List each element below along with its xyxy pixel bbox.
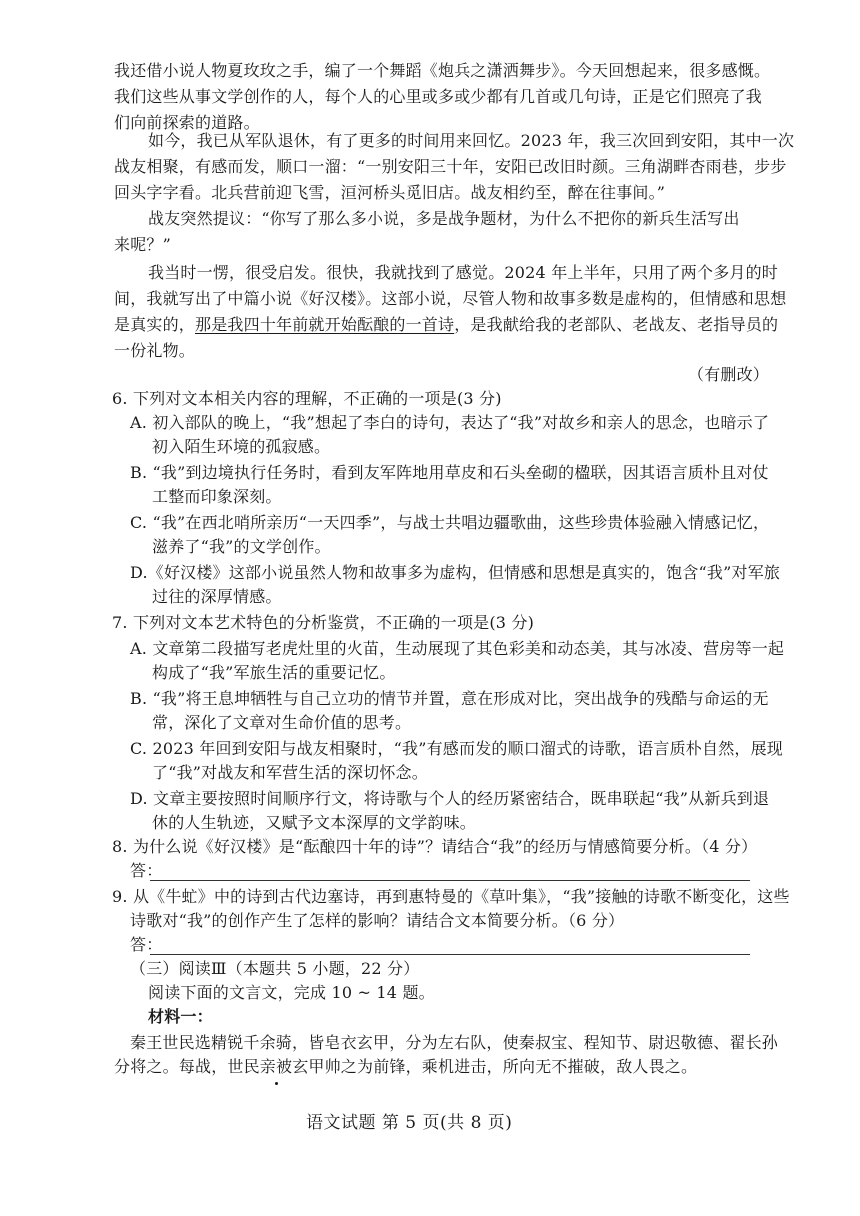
q6-option-c: C. “我”在西北哨所亲历“一天四季”，与战士共唱边疆歌曲，这些珍贵体验融入情感记忆， <box>130 513 770 532</box>
q7-option-d: D. 文章主要按照时间顺序行文，将诗歌与个人的经历紧密结合，既串联起“我”从新兵到退 <box>130 789 770 808</box>
passage-line: 我还借小说人物夏玫玫之手，编了一个舞蹈《炮兵之潇洒舞步》。今天回想起来，很多感慨。 <box>114 61 771 80</box>
passage-line: 如今，我已从军队退休，有了更多的时间用来回忆。2023 年，我三次回到安阳，其中一次 <box>148 131 795 150</box>
passage-line: 战友相聚，有感而发，顺口一溜：“一别安阳三十年，安阳已改旧时颜。三角湖畔杏雨巷，步步 <box>114 157 787 176</box>
section-3-heading: （三）阅读Ⅲ（本题共 5 小题，22 分） <box>130 959 420 978</box>
page-footer: 语文试题 第 5 页(共 8 页) <box>306 1113 513 1133</box>
q8-answer-label: 答： <box>130 861 163 880</box>
passage-line: 我们这些从事文学创作的人，每个人的心里或多或少都有几首或几句诗，正是它们照亮了我 <box>114 87 763 106</box>
section-3-instruction: 阅读下面的文言文，完成 10 ~ 14 题。 <box>148 983 435 1002</box>
q8-answer-line[interactable] <box>150 880 750 881</box>
classical-text-line: 秦王世民选精锐千余骑，皆皂衣玄甲，分为左右队，使秦叔宝、程知节、尉迟敬德、翟长孙 <box>130 1033 779 1052</box>
q6-option-d-cont: 过往的深厚情感。 <box>152 587 282 606</box>
question-6-stem: 6. 下列对文本相关内容的理解，不正确的一项是(3 分) <box>112 389 502 408</box>
q7-option-c: C. 2023 年回到安阳与战友相聚时，“我”有感而发的顺口溜式的诗歌，语言质朴自然，展现 <box>130 739 784 758</box>
q7-option-d-cont: 休的人生轨迹，又赋予文本深厚的文学韵味。 <box>152 813 477 832</box>
passage-line: 回头字字看。北兵营前迎飞雪，洹河桥头觅旧店。战友相约至，醉在往事间。” <box>114 183 666 202</box>
source-note: （有删改） <box>688 365 770 384</box>
q6-option-b-cont: 工整而印象深刻。 <box>152 487 282 506</box>
emphasis-dot <box>275 1082 278 1085</box>
q6-option-a-cont: 初入陌生环境的孤寂感。 <box>152 437 331 456</box>
q7-option-a-cont: 构成了“我”军旅生活的重要记忆。 <box>152 663 396 682</box>
passage-line-underlined <box>114 314 779 336</box>
passage-line: 们向前探索的道路。 <box>114 113 260 132</box>
q7-option-b-cont: 常，深化了文章对生命价值的思考。 <box>152 713 412 732</box>
question-9-stem: 9. 从《牛虻》中的诗到古代边塞诗，再到惠特曼的《草叶集》，“我”接触的诗歌不断变化，这些 <box>112 887 790 906</box>
q6-option-b: B. “我”到边境执行任务时，看到友军阵地用草皮和石头垒砌的楹联，因其语言质朴且对仗 <box>130 463 769 482</box>
underlined-sentence: 那是我四十年前就开始酝酿的一首诗 <box>195 315 455 334</box>
q7-option-b: B. “我”将王息坤牺牲与自己立功的情节并置，意在形成对比，突出战争的残酷与命运的无 <box>130 689 769 708</box>
passage-line: 间，我就写出了中篇小说《好汉楼》。这部小说，尽管人物和故事多数是虚构的，但情感和思想 <box>114 289 787 308</box>
question-9-stem-cont: 诗歌对“我”的创作产生了怎样的影响？请结合文本简要分析。（6 分） <box>130 911 625 930</box>
classical-text-line: 分将之。每战，世民亲被玄甲帅之为前锋，乘机进击，所向无不摧破，敌人畏之。 <box>114 1057 698 1076</box>
q7-option-a: A. 文章第二段描写老虎灶里的火苗，生动展现了其色彩美和动态美，其与冰凌、营房等一起 <box>130 639 785 658</box>
passage-text: ，是我献给我的老部队、老战友、老指导员的 <box>454 315 779 334</box>
q7-option-c-cont: 了“我”对战友和军营生活的深切怀念。 <box>152 763 428 782</box>
passage-line: 一份礼物。 <box>114 341 196 360</box>
passage-line: 我当时一愣，很受启发。很快，我就找到了感觉。2024 年上半年，只用了两个多月的时 <box>148 263 779 282</box>
question-7-stem: 7. 下列对文本艺术特色的分析鉴赏，不正确的一项是(3 分) <box>112 613 535 632</box>
q6-option-c-cont: 滋养了“我”的文学创作。 <box>152 537 331 556</box>
passage-line: 来呢？” <box>114 235 171 254</box>
passage-text: 是真实的， <box>114 315 196 334</box>
question-8-stem: 8. 为什么说《好汉楼》是“酝酿四十年的诗”？请结合“我”的经历与情感简要分析。（4 分） <box>112 837 758 856</box>
q9-answer-line[interactable] <box>150 954 750 955</box>
passage-line: 战友突然提议：“你写了那么多小说，多是战争题材，为什么不把你的新兵生活写出 <box>148 209 740 228</box>
q6-option-a: A. 初入部队的晚上，“我”想起了李白的诗句，表达了“我”对故乡和亲人的思念，也暗示了 <box>130 413 770 432</box>
q6-option-d: D.《好汉楼》这部小说虽然人物和故事多为虚构，但情感和思想是真实的，饱含“我”对军旅 <box>130 563 781 582</box>
material-1-label: 材料一： <box>148 1007 213 1026</box>
q9-answer-label: 答： <box>130 935 163 954</box>
